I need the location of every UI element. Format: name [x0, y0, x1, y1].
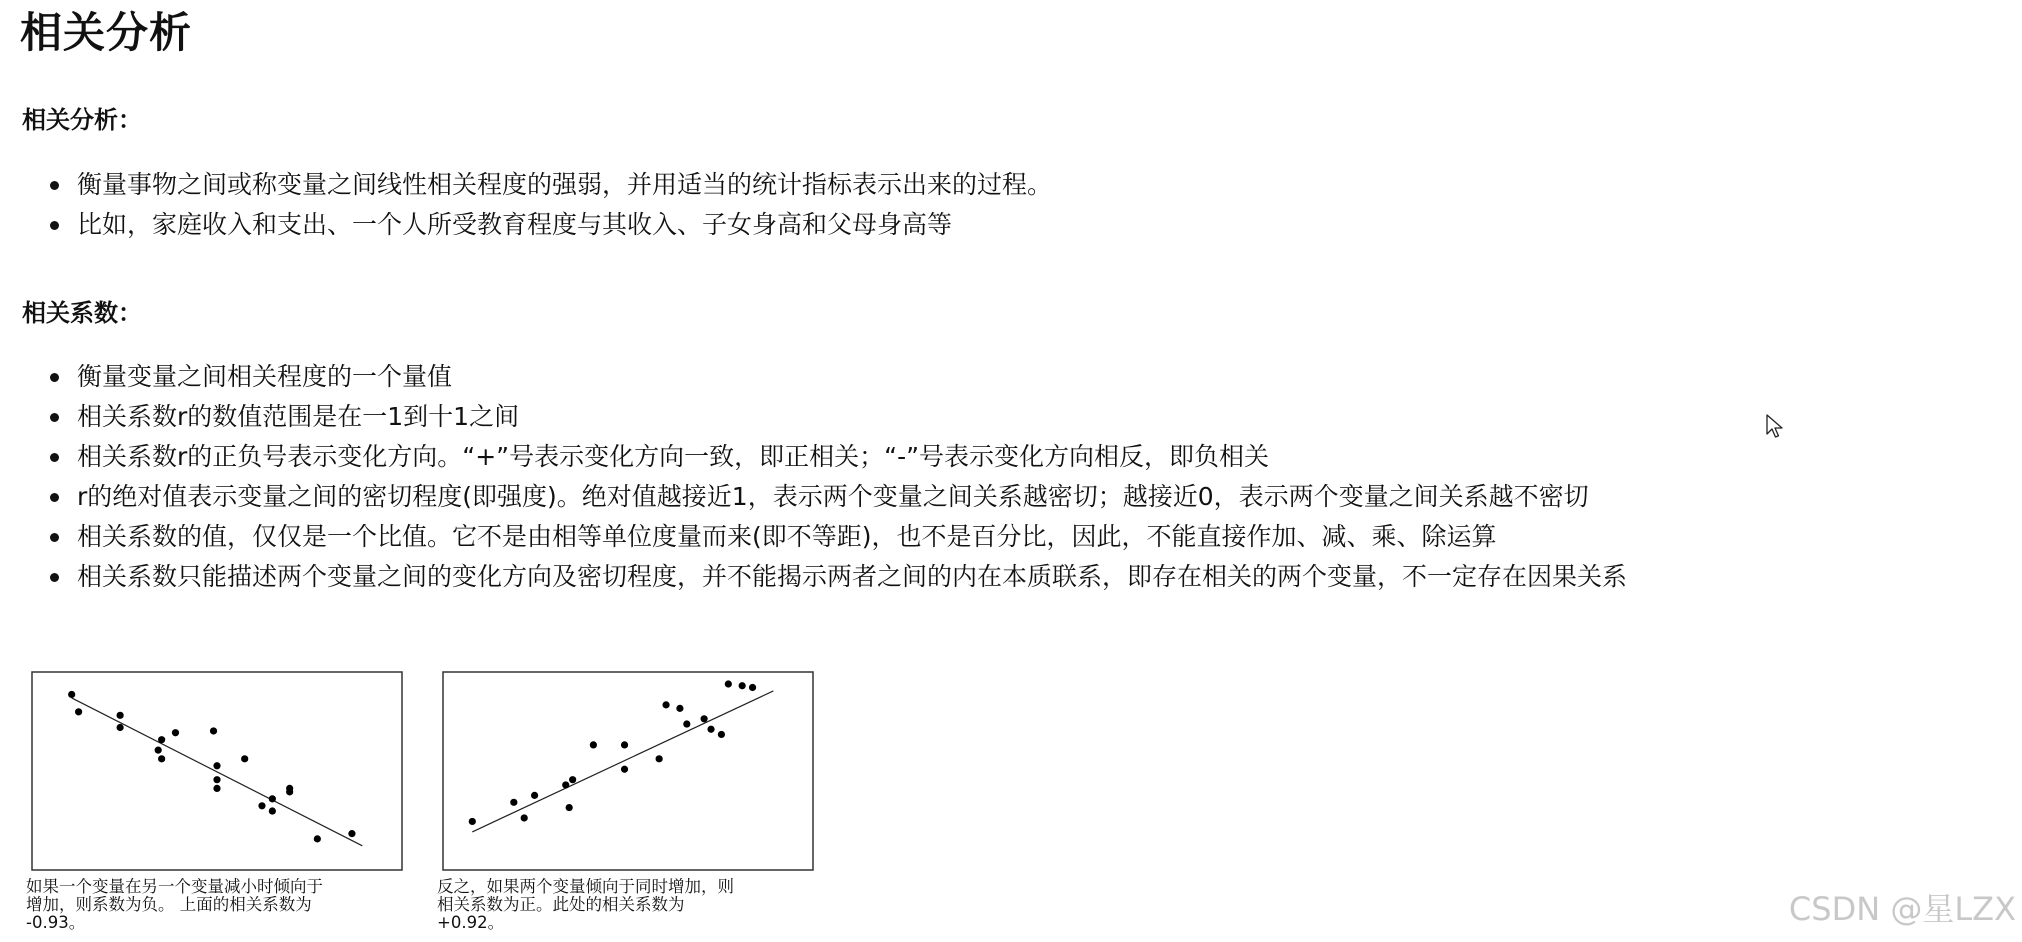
analysis-item-2: 比如，家庭收入和支出、一个人所受教育程度与其收入、子女身高和父母身高等 [77, 210, 953, 239]
data-point [314, 835, 321, 842]
data-point [117, 724, 124, 731]
coefficient-item-1: 衡量变量之间相关程度的一个量值 [77, 362, 453, 391]
trend-line [72, 698, 363, 846]
data-point [172, 729, 179, 736]
data-point [718, 731, 725, 738]
bullet-dot [50, 453, 59, 462]
data-point [68, 691, 75, 698]
data-point [749, 684, 756, 691]
bullet-dot [50, 413, 59, 422]
bullet-dot [50, 373, 59, 382]
data-point [662, 701, 669, 708]
positive-scatter-plot [437, 668, 815, 874]
coefficient-item-2: 相关系数r的数值范围是在一1到十1之间 [77, 402, 520, 431]
data-point [258, 802, 265, 809]
data-point [241, 755, 248, 762]
data-point [590, 741, 597, 748]
bullet-dot [50, 573, 59, 582]
data-point [531, 792, 538, 799]
negative-correlation-figure [26, 668, 410, 932]
data-point [213, 785, 220, 792]
plot-frame [32, 672, 402, 870]
data-point [469, 818, 476, 825]
bullet-dot [50, 533, 59, 542]
data-point [213, 776, 220, 783]
coefficient-item-5: 相关系数的值，仅仅是一个比值。它不是由相等单位度量而来(即不等距)，也不是百分比，因此，不能直接作加、减、乘、除运算 [77, 522, 1497, 551]
data-point [725, 680, 732, 687]
data-point [656, 755, 663, 762]
negative-figure-caption: 如果一个变量在另一个变量减小时倾向于 增加，则系数为负。 上面的相关系数为 -0.93。 [26, 877, 323, 932]
data-point [683, 720, 690, 727]
coefficient-item-6: 相关系数只能描述两个变量之间的变化方向及密切程度，并不能揭示两者之间的内在本质联系，即存在相关的两个变量，不一定存在因果关系 [77, 562, 1628, 591]
mouse-cursor-icon [1766, 414, 1784, 440]
csdn-watermark: CSDN @星LZX [1788, 890, 2016, 928]
coefficient-item-4: r的绝对值表示变量之间的密切程度(即强度)。绝对值越接近1，表示两个变量之间关系越密切；越接近0，表示两个变量之间关系越不密切 [77, 482, 1589, 511]
data-point [117, 712, 124, 719]
data-point [510, 799, 517, 806]
data-point [75, 708, 82, 715]
positive-correlation-figure [437, 668, 821, 932]
data-point [210, 727, 217, 734]
data-point [566, 804, 573, 811]
data-point [676, 705, 683, 712]
bullet-dot [50, 221, 59, 230]
coefficient-heading: 相关系数： [22, 298, 142, 327]
data-point [286, 785, 293, 792]
bullet-dot [50, 493, 59, 502]
data-point [569, 776, 576, 783]
trend-line [472, 691, 773, 832]
data-point [621, 766, 628, 773]
data-point [521, 814, 528, 821]
analysis-heading: 相关分析： [22, 105, 142, 134]
data-point [701, 715, 708, 722]
data-point [213, 762, 220, 769]
data-point [155, 747, 162, 754]
bullet-dot [50, 181, 59, 190]
data-point [269, 807, 276, 814]
data-point [158, 755, 165, 762]
data-point [348, 830, 355, 837]
page-title: 相关分析 [20, 8, 193, 57]
data-point [562, 781, 569, 788]
plot-frame [443, 672, 813, 870]
coefficient-item-3: 相关系数r的正负号表示变化方向。“+”号表示变化方向一致，即正相关；“-”号表示变化方向相反，即负相关 [77, 442, 1270, 471]
data-point [707, 726, 714, 733]
data-point [269, 795, 276, 802]
analysis-item-1: 衡量事物之间或称变量之间线性相关程度的强弱，并用适当的统计指标表示出来的过程。 [77, 170, 1053, 199]
positive-figure-caption: 反之，如果两个变量倾向于同时增加，则 相关系数为正。此处的相关系数为 +0.92。 [437, 877, 734, 932]
data-point [739, 682, 746, 689]
data-point [158, 736, 165, 743]
negative-scatter-plot [26, 668, 404, 874]
data-point [621, 741, 628, 748]
